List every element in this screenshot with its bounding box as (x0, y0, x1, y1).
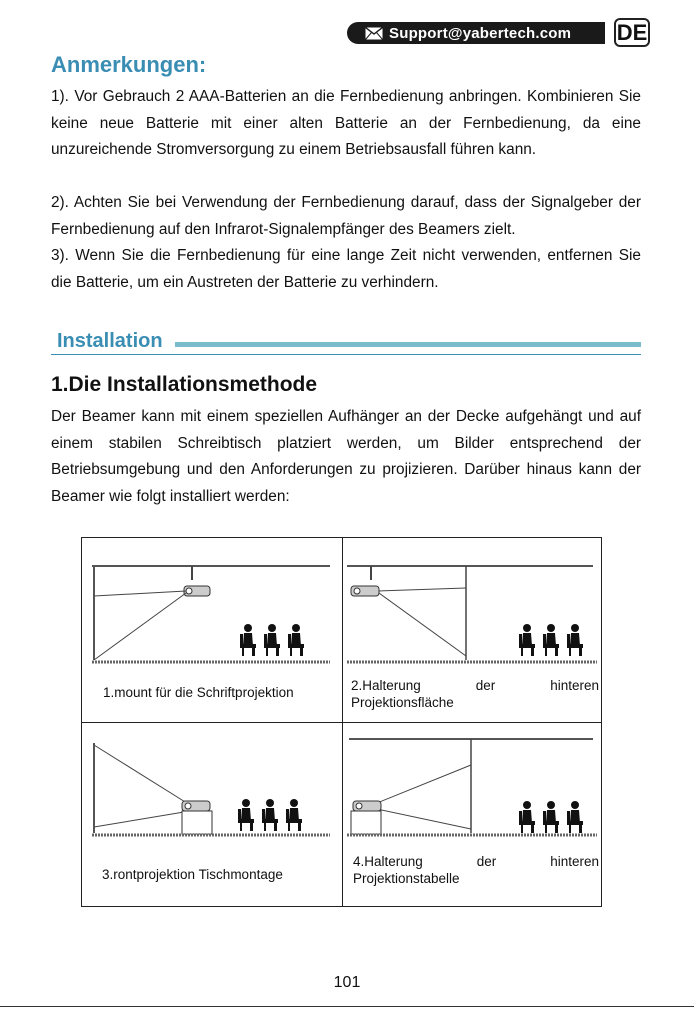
diagram-table-rear (343, 723, 603, 907)
section-underline (51, 354, 641, 355)
language-badge: DE (614, 18, 650, 47)
note-item-1: 1). Vor Gebrauch 2 AAA-Batterien an die Fernbedienung anbringen. Kombinieren Sie keine neue Batterie mit einer alten Batterie an der Fernbedienung, da eine unzureichende Stromversorgung zu einem Betriebsausfall führen kann. (51, 88, 641, 158)
diagram-caption-1: 1.mount für die Schriftprojektion (103, 685, 294, 700)
support-email[interactable]: Support@yabertech.com (389, 24, 572, 42)
diagram-caption-4: 4.Halterung der hinteren Projektionstabelle (353, 854, 599, 886)
section-rule (175, 342, 641, 347)
diagram-ceiling-front (82, 538, 342, 722)
section-title: Installation (57, 330, 163, 352)
method-heading: 1.Die Installationsmethode (51, 373, 318, 396)
installation-section-header (51, 330, 641, 356)
diagram-caption-2: 2.Halterung der hinteren Projektionsfläche (351, 678, 599, 710)
diagram-ceiling-rear (343, 538, 603, 722)
note-item-3: 3). Wenn Sie die Fernbedienung für eine lange Zeit nicht verwenden, entfernen Sie die Batterie, um ein Austreten der Batterie zu verhindern. (51, 247, 641, 291)
diagram-caption-3: 3.rontprojektion Tischmontage (102, 867, 283, 882)
envelope-icon (365, 27, 383, 40)
installation-intro: Der Beamer kann mit einem speziellen Aufhänger an der Decke aufgehängt und auf einem stabilen Schreibtisch platziert werden, um Bilder entsprechend der Betriebsumgebung und den Anforderungen zu projizieren. Darüber hinaus kann der Beamer wie folgt installiert werden: (51, 408, 641, 505)
installation-diagram-grid (81, 537, 602, 907)
note-item-2: 2). Achten Sie bei Verwendung der Fernbedienung darauf, dass der Signalgeber der Fernbedienung auf den Infrarot-Signalempfänger des Beamers zielt. (51, 194, 641, 238)
bottom-rule (0, 1006, 694, 1007)
support-pill (347, 22, 605, 44)
diagram-table-front (82, 723, 342, 907)
notes-heading: Anmerkungen: (51, 52, 207, 77)
page-number: 101 (333, 974, 361, 991)
